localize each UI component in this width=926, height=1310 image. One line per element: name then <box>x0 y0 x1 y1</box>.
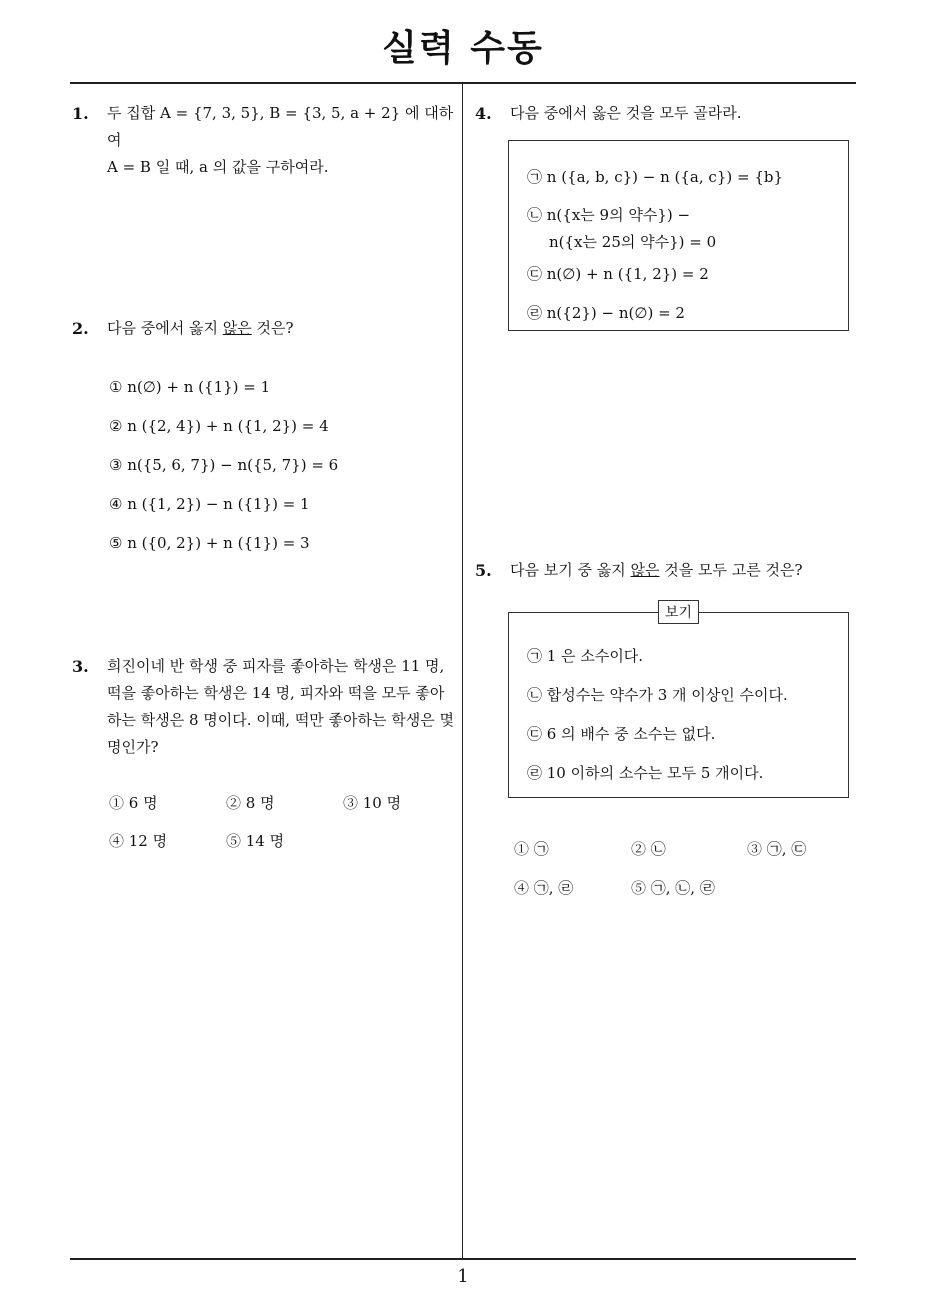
answer-option[interactable]: ② ㉡ <box>631 840 666 858</box>
header-rule <box>70 82 856 84</box>
answer-option[interactable]: ② n ({2, 4}) + n ({1, 2}) = 4 <box>109 417 329 435</box>
question-number: 1. <box>72 104 89 123</box>
question-5 <box>475 557 895 584</box>
statement-line: ㉣ 10 이하의 소수는 모두 5 개이다. <box>527 764 764 782</box>
page-number: 1 <box>457 1266 469 1287</box>
question-text: 다음 보기 중 옳지 <box>510 561 631 579</box>
statement-line: ㉠ n ({a, b, c}) − n ({a, c}) = {b} <box>527 168 784 186</box>
footer-rule <box>70 1258 856 1260</box>
statement-line: ㉠ 1 은 소수이다. <box>527 647 644 665</box>
statement-line: ㉢ n(∅) + n ({1, 2}) = 2 <box>527 265 709 283</box>
bogi-label: 보기 <box>658 600 699 624</box>
answer-option[interactable]: ③ n({5, 6, 7}) − n({5, 7}) = 6 <box>109 456 339 474</box>
answer-option[interactable]: ④ ㉠, ㉣ <box>514 879 574 897</box>
answer-option[interactable]: ⑤ ㉠, ㉡, ㉣ <box>631 879 715 897</box>
answer-option[interactable]: ① 6 명 <box>109 794 158 812</box>
statement-line: ㉣ n({2}) − n(∅) = 2 <box>527 304 685 322</box>
question-text-line: 떡을 좋아하는 학생은 14 명, 피자와 떡을 모두 좋아 <box>107 684 445 702</box>
question-text-line: 명인가? <box>107 738 159 756</box>
question-emphasis: 않은 <box>222 319 252 337</box>
question-text: 것을 모두 고른 것은? <box>659 561 803 579</box>
statement-line: ㉢ 6 의 배수 중 소수는 없다. <box>527 725 716 743</box>
question-3 <box>72 653 457 761</box>
question-2 <box>72 315 457 342</box>
statement-line: ㉡ n({x는 9의 약수}) − <box>527 206 691 224</box>
question-number: 5. <box>475 561 492 580</box>
answer-option[interactable]: ④ 12 명 <box>109 832 168 850</box>
answer-option[interactable]: ③ ㉠, ㉢ <box>747 840 807 858</box>
answer-option[interactable]: ① n(∅) + n ({1}) = 1 <box>109 378 271 396</box>
statement-line: ㉡ 합성수는 약수가 3 개 이상인 수이다. <box>527 686 788 704</box>
statement-box <box>508 140 849 331</box>
column-divider <box>462 83 463 1259</box>
question-text-line: 두 집합 A = {7, 3, 5}, B = {3, 5, a + 2} 에 대하여 <box>107 104 454 149</box>
answer-option[interactable]: ② 8 명 <box>226 794 275 812</box>
answer-option[interactable]: ⑤ 14 명 <box>226 832 285 850</box>
answer-option[interactable]: ① ㉠ <box>514 840 549 858</box>
page-title: 실력 수동 <box>382 28 544 69</box>
question-number: 2. <box>72 319 89 338</box>
question-number: 4. <box>475 104 492 123</box>
question-1 <box>72 100 457 181</box>
answer-option[interactable]: ⑤ n ({0, 2}) + n ({1}) = 3 <box>109 534 310 552</box>
answer-option[interactable]: ④ n ({1, 2}) − n ({1}) = 1 <box>109 495 310 513</box>
question-text: 다음 중에서 옳은 것을 모두 골라라. <box>510 104 742 122</box>
statement-line: n({x는 25의 약수}) = 0 <box>549 233 717 251</box>
bogi-box <box>508 612 849 798</box>
question-text-line: 하는 학생은 8 명이다. 이때, 떡만 좋아하는 학생은 몇 <box>107 711 455 729</box>
question-text: 것은? <box>251 319 294 337</box>
question-text-line: 희진이네 반 학생 중 피자를 좋아하는 학생은 11 명, <box>107 657 445 675</box>
question-emphasis: 않은 <box>630 561 660 579</box>
question-4 <box>475 100 865 127</box>
answer-option[interactable]: ③ 10 명 <box>343 794 402 812</box>
question-text-line: A = B 일 때, a 의 값을 구하여라. <box>107 158 329 176</box>
question-number: 3. <box>72 657 89 676</box>
question-text: 다음 중에서 옳지 <box>107 319 223 337</box>
